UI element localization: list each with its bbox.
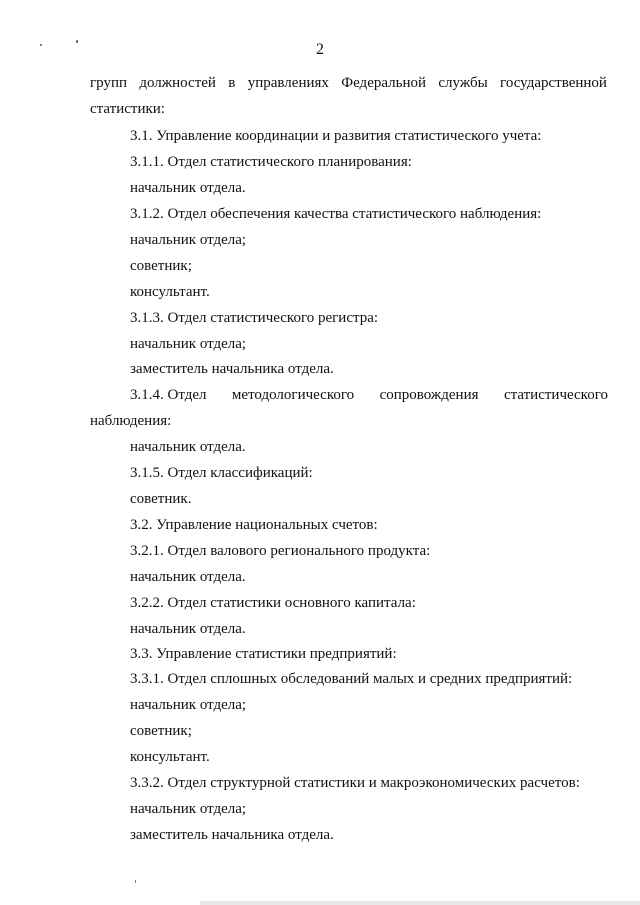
word: 3.1.4. Отдел — [130, 387, 207, 403]
position-item: начальник отдела. — [130, 439, 246, 455]
position-item: начальник отдела; — [130, 232, 247, 248]
position-item: советник; — [130, 258, 192, 274]
word: в — [228, 75, 236, 91]
position-item: консультант. — [130, 284, 210, 300]
word: Федеральной — [341, 75, 427, 91]
scan-speck — [135, 880, 136, 883]
section-heading: 3.2. Управление национальных счетов: — [130, 517, 378, 533]
subsection-heading: 3.3.2. Отдел структурной статистики и макроэкономических расчетов: — [130, 775, 580, 791]
text-line-2: статистики: — [90, 101, 165, 117]
word: государственной — [500, 75, 607, 91]
word: должностей — [139, 75, 216, 91]
subsection-heading: 3.2.1. Отдел валового регионального продукта: — [130, 543, 431, 559]
page-number: 2 — [316, 41, 324, 58]
position-item: начальник отдела. — [130, 569, 246, 585]
position-item: советник; — [130, 723, 192, 739]
position-item: консультант. — [130, 749, 210, 765]
position-item: заместитель начальника отдела. — [130, 361, 334, 377]
section-heading: 3.3. Управление статистики предприятий: — [130, 646, 397, 662]
section-heading: 3.1. Управление координации и развития статистического учета: — [130, 128, 542, 144]
subsection-heading: 3.3.1. Отдел сплошных обследований малых и средних предприятий: — [130, 671, 573, 687]
text-line-1 — [90, 74, 607, 92]
word: управлениях — [247, 75, 329, 91]
position-item: начальник отдела; — [130, 697, 247, 713]
subsection-heading: 3.1.5. Отдел классификаций: — [130, 465, 313, 481]
word: службы — [438, 75, 488, 91]
word: статистического — [503, 387, 608, 403]
subsection-heading: 3.1.1. Отдел статистического планирования: — [130, 154, 412, 170]
position-item: начальник отдела; — [130, 801, 247, 817]
position-item: заместитель начальника отдела. — [130, 827, 334, 843]
text-line-continuation: наблюдения: — [90, 413, 172, 429]
scan-edge — [200, 901, 640, 905]
subsection-heading: 3.1.3. Отдел статистического регистра: — [130, 310, 379, 326]
word: сопровождения — [379, 387, 479, 403]
position-item: начальник отдела. — [130, 621, 246, 637]
position-item: начальник отдела. — [130, 180, 246, 196]
word: групп — [90, 75, 128, 91]
position-item: начальник отдела; — [130, 336, 247, 352]
word: методологического — [231, 387, 355, 403]
subsection-heading: 3.1.2. Отдел обеспечения качества статистического наблюдения: — [130, 206, 542, 222]
subsection-heading — [130, 386, 608, 404]
position-item: советник. — [130, 491, 192, 507]
subsection-heading: 3.2.2. Отдел статистики основного капитала: — [130, 595, 416, 611]
